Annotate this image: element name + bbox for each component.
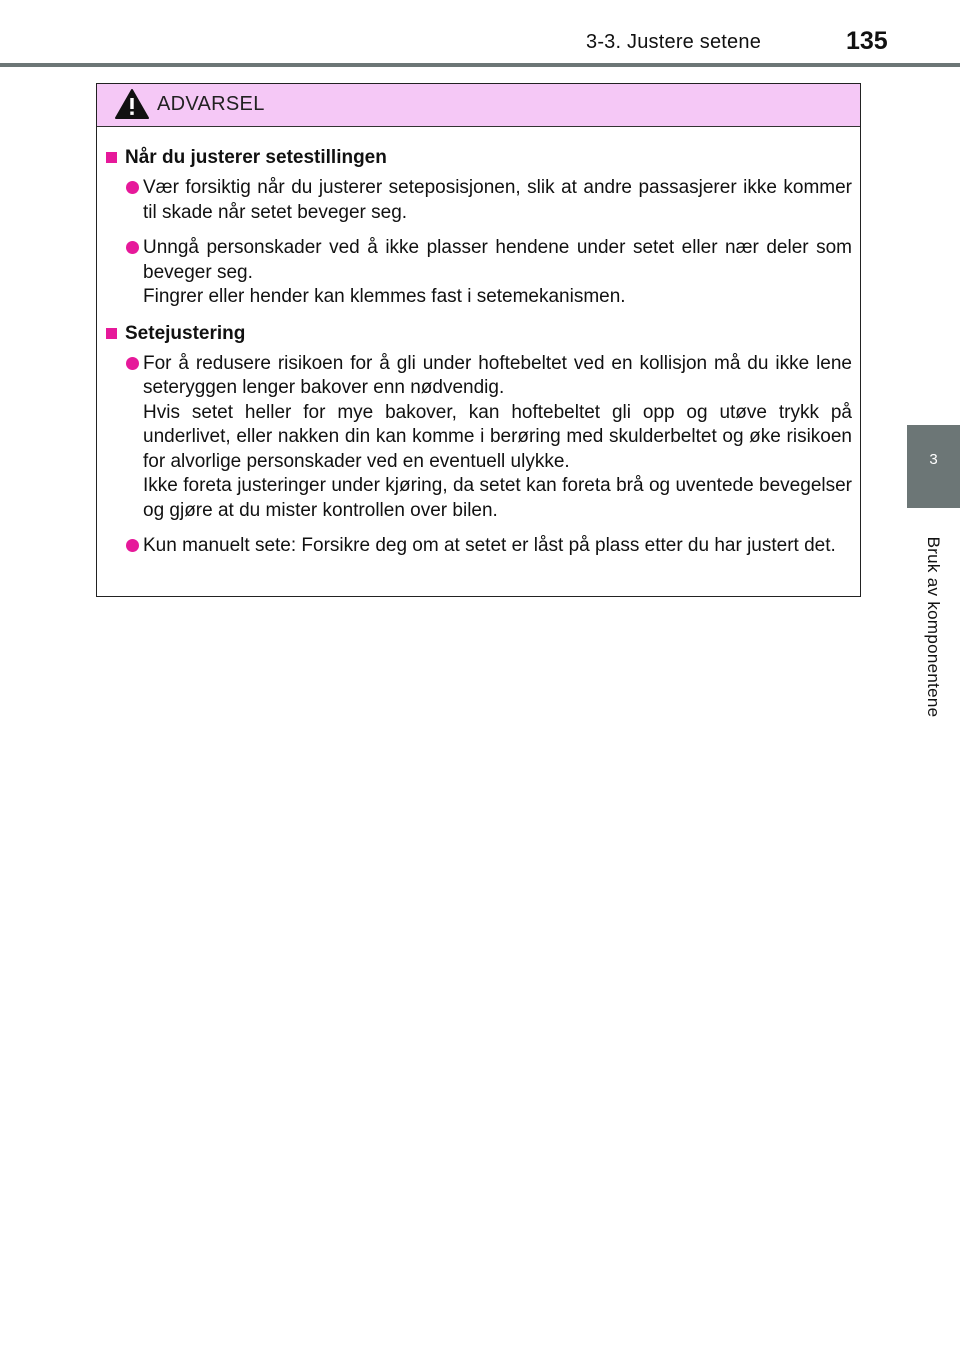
bullet-paragraph: Ikke foreta justeringer under kjøring, da setet kan foreta brå og uventede bevegelser og gjøre at du mister kontrollen over bilen. — [143, 475, 852, 521]
round-bullet-icon — [126, 357, 139, 370]
chapter-number: 3 — [929, 451, 938, 468]
page-number: 135 — [846, 27, 888, 55]
section-heading-text: Setejustering — [125, 322, 246, 344]
square-bullet-icon — [106, 328, 117, 339]
section-title: 3-3. Justere setene — [586, 31, 762, 53]
bullet-paragraph: Fingrer eller hender kan klemmes fast i setemekanismen. — [143, 286, 626, 307]
round-bullet-icon — [126, 241, 139, 254]
bullet-paragraph: Hvis setet heller for mye bakover, kan hoftebeltet gli opp og utøve trykk på underlivet, eller nakken din kan komme i berøring med skulderbeltet og øke risikoen for alvorlige personskader ved en eventuell ulykke. — [143, 401, 852, 472]
chapter-label: Bruk av komponentene — [924, 536, 943, 718]
bullet-item — [105, 236, 852, 310]
bullet-item — [105, 352, 852, 524]
section-heading — [105, 145, 852, 171]
header-divider — [0, 63, 960, 67]
bullet-paragraph: For å redusere risikoen for å gli under hoftebeltet ved en kollisjon må du ikke lene seteryggen lenger bakover enn nødvendig. — [143, 352, 852, 398]
section-heading-text: Når du justerer setestillingen — [125, 147, 387, 168]
bullet-item — [105, 534, 852, 559]
round-bullet-icon — [126, 539, 139, 552]
section-heading — [105, 321, 852, 347]
warning-triangle-icon — [114, 88, 150, 120]
bullet-paragraph: Unngå personskader ved å ikke plasser hendene under setet eller nær deler som beveger seg. — [143, 237, 852, 283]
chapter-tab — [907, 425, 960, 508]
warning-header — [97, 84, 860, 127]
warning-title: ADVARSEL — [157, 93, 265, 115]
round-bullet-icon — [126, 181, 139, 194]
bullet-paragraph: Kun manuelt sete: Forsikre deg om at setet er låst på plass etter du har justert det. — [143, 535, 836, 556]
warning-body — [97, 127, 860, 559]
square-bullet-icon — [106, 152, 117, 163]
bullet-paragraph: Vær forsiktig når du justerer seteposisjonen, slik at andre passasjerer ikke kommer til skade når setet beveger seg. — [143, 177, 852, 223]
warning-box — [96, 83, 861, 597]
bullet-item — [105, 176, 852, 225]
